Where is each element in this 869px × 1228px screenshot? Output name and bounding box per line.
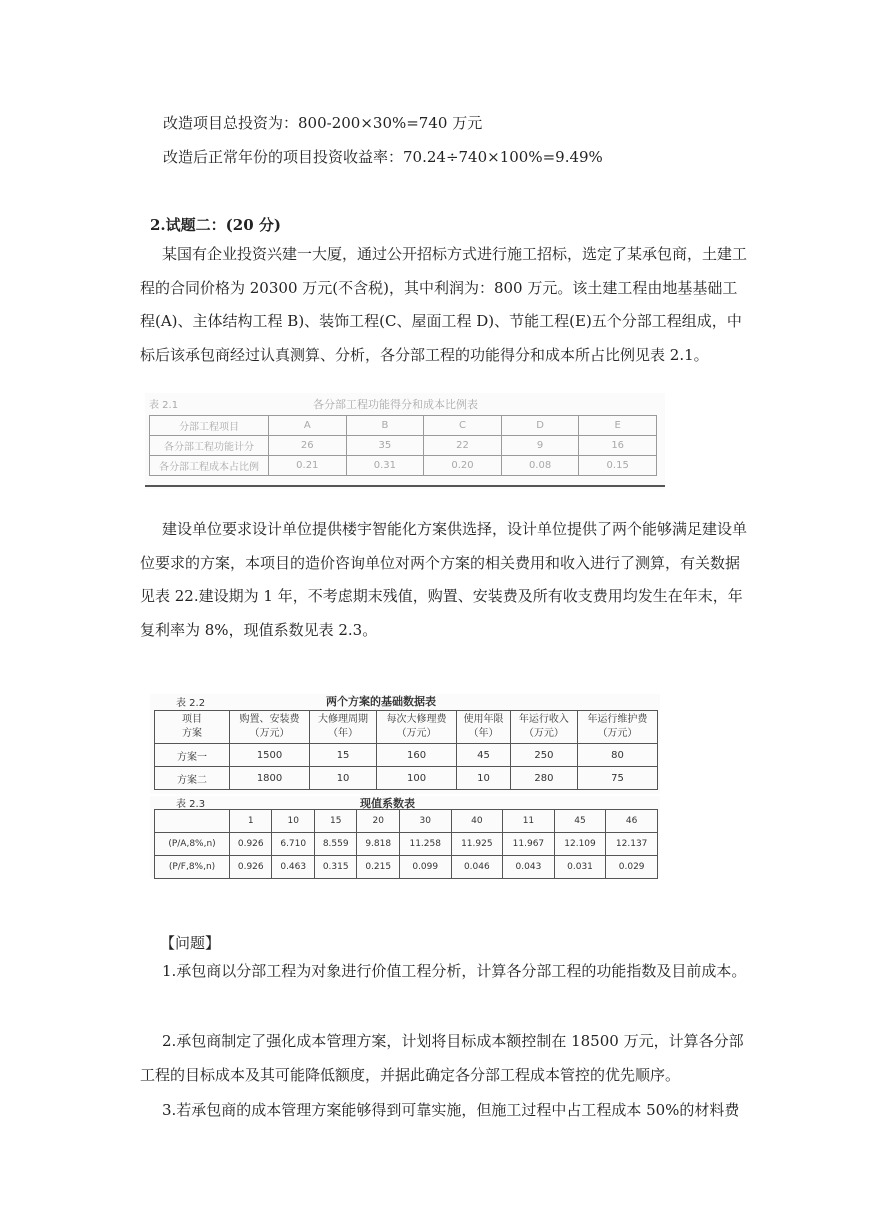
table-cell: 100 <box>377 767 457 790</box>
table-cell: 0.08 <box>501 456 579 476</box>
header-bottom: （万元） <box>597 728 638 739</box>
return-rate-line: 改造后正常年份的项目投资收益率：70.24÷740×100%=9.49% <box>163 148 603 166</box>
table-cell: 11 <box>503 810 555 833</box>
table-2-3 <box>150 796 660 878</box>
table-2-2-grid <box>154 710 658 790</box>
table-cell: 9.818 <box>357 833 399 856</box>
table-cell: 10 <box>310 767 377 790</box>
header-bottom: （万元） <box>523 728 564 739</box>
table-cell: E <box>579 416 657 436</box>
table-2-1-grid <box>149 415 657 476</box>
table-cell: 方案一 <box>155 744 230 767</box>
header-bottom: （年） <box>328 728 359 739</box>
table-cell: 0.463 <box>272 856 314 879</box>
table-header-cell <box>377 711 457 744</box>
table-cell: 15 <box>314 810 356 833</box>
table-cell: 160 <box>377 744 457 767</box>
table-cell: 8.559 <box>314 833 356 856</box>
table-cell: 0.926 <box>230 833 272 856</box>
table-cell: 0.029 <box>606 856 658 879</box>
table-row <box>155 711 658 744</box>
header-top: 每次大修理费 <box>386 714 447 725</box>
table-cell: 12.137 <box>606 833 658 856</box>
table-cell: 0.099 <box>399 856 451 879</box>
table-2-3-grid <box>154 809 658 879</box>
table-cell: 30 <box>399 810 451 833</box>
table-cell <box>155 810 230 833</box>
table-cell: 各分部工程功能计分 <box>150 436 269 456</box>
table-cell: 280 <box>510 767 577 790</box>
table-cell: 46 <box>606 810 658 833</box>
table-cell: A <box>269 416 347 436</box>
table-row <box>155 744 658 767</box>
table-cell: B <box>346 416 424 436</box>
table-cell: 11.925 <box>451 833 503 856</box>
table-2-1 <box>145 393 665 489</box>
table-cell: 0.215 <box>357 856 399 879</box>
table-row <box>150 436 657 456</box>
table-cell: 6.710 <box>272 833 314 856</box>
table-2-1-rule <box>145 485 665 487</box>
question-2: 2.承包商制定了强化成本管理方案，计划将目标成本额控制在 18500 万元，计算各分部工程的目标成本及其可能降低额度，并据此确定各分部工程成本管控的优先顺序。 <box>140 1032 744 1084</box>
table-cell: (P/F,8%,n) <box>155 856 230 879</box>
header-top: 购置、安装费 <box>239 714 300 725</box>
table-cell: 250 <box>510 744 577 767</box>
table-row <box>150 456 657 476</box>
table-header-cell <box>230 711 310 744</box>
table-cell: 45 <box>457 744 511 767</box>
table-2-1-caption: 各分部工程功能得分和成本比例表 <box>313 398 478 411</box>
table-row <box>150 416 657 436</box>
table-cell: 9 <box>501 436 579 456</box>
header-top: 使用年限 <box>463 714 504 725</box>
header-top: 项目 <box>182 714 202 725</box>
table-cell: 0.315 <box>314 856 356 879</box>
table-header-cell <box>510 711 577 744</box>
table-cell: 1500 <box>230 744 310 767</box>
table-cell: 0.046 <box>451 856 503 879</box>
table-cell: 10 <box>457 767 511 790</box>
table-header-cell <box>155 711 230 744</box>
table-cell: 22 <box>424 436 502 456</box>
problem-paragraph-2: 建设单位要求设计单位提供楼宇智能化方案供选择，设计单位提供了两个能够满足建设单位要求的方案，本项目的造价咨询单位对两个方案的相关费用和收入进行了测算，有关数据见表 22.建设期为 1 年，不考虑期末残值，购置、安装费及所有收支费用均发生在年末，年复利率为 8%，现值系数见表 2.3。 <box>140 520 748 639</box>
table-row <box>155 810 658 833</box>
question-heading: 【问题】 <box>160 934 221 952</box>
table-2-1-number: 表 2.1 <box>149 400 179 411</box>
table-cell: 0.15 <box>579 456 657 476</box>
table-cell: 75 <box>577 767 657 790</box>
table-row <box>155 856 658 879</box>
table-cell: 40 <box>451 810 503 833</box>
table-cell: 1800 <box>230 767 310 790</box>
header-top: 年运行维护费 <box>587 714 648 725</box>
total-investment-line: 改造项目总投资为：800-200×30%=740 万元 <box>163 114 483 132</box>
header-bottom: （万元） <box>396 728 437 739</box>
table-cell: 45 <box>554 810 606 833</box>
header-bottom: （年） <box>468 728 499 739</box>
table-cell: (P/A,8%,n) <box>155 833 230 856</box>
table-cell: 0.20 <box>424 456 502 476</box>
table-2-2 <box>150 694 660 794</box>
table-2-3-caption: 现值系数表 <box>360 797 415 810</box>
table-cell: 16 <box>579 436 657 456</box>
problem-paragraph-1: 某国有企业投资兴建一大厦，通过公开招标方式进行施工招标，选定了某承包商，土建工程的合同价格为 20300 万元(不含税)，其中利润为：800 万元。该土建工程由地基基础工程(A)、主体结构工程 B)、装饰工程(C、屋面工程 D)、节能工程(E)五个分部工程组成，中标后该承包商经过认真测算、分析，各分部工程的功能得分和成本所占比例见表 2.1。 <box>140 245 748 364</box>
table-cell: 0.043 <box>503 856 555 879</box>
table-row <box>155 833 658 856</box>
question-3: 3.若承包商的成本管理方案能够得到可靠实施，但施工过程中占工程成本 50%的材料费 <box>162 1101 740 1119</box>
header-bottom: 方案 <box>182 728 202 739</box>
header-bottom: （万元） <box>249 728 290 739</box>
table-2-2-caption: 两个方案的基础数据表 <box>326 695 436 708</box>
table-cell: 10 <box>272 810 314 833</box>
table-cell: 0.926 <box>230 856 272 879</box>
header-top: 年运行收入 <box>518 714 569 725</box>
table-cell: 0.031 <box>554 856 606 879</box>
table-header-cell <box>310 711 377 744</box>
header-top: 大修理周期 <box>318 714 369 725</box>
table-cell: C <box>424 416 502 436</box>
table-header-cell <box>457 711 511 744</box>
table-row <box>155 767 658 790</box>
table-cell: 11.967 <box>503 833 555 856</box>
section-title: 2.试题二：(20 分) <box>150 216 281 234</box>
table-cell: 0.21 <box>269 456 347 476</box>
table-cell: 20 <box>357 810 399 833</box>
table-cell: 35 <box>346 436 424 456</box>
table-2-2-number: 表 2.2 <box>176 698 206 709</box>
table-header-cell <box>577 711 657 744</box>
table-cell: 分部工程项目 <box>150 416 269 436</box>
table-cell: 方案二 <box>155 767 230 790</box>
table-cell: 0.31 <box>346 456 424 476</box>
table-cell: 80 <box>577 744 657 767</box>
table-cell: D <box>501 416 579 436</box>
table-cell: 11.258 <box>399 833 451 856</box>
table-cell: 15 <box>310 744 377 767</box>
table-cell: 26 <box>269 436 347 456</box>
table-cell: 各分部工程成本占比例 <box>150 456 269 476</box>
table-cell: 1 <box>230 810 272 833</box>
question-1: 1.承包商以分部工程为对象进行价值工程分析，计算各分部工程的功能指数及目前成本。 <box>162 962 747 980</box>
table-2-3-number: 表 2.3 <box>176 799 206 810</box>
table-cell: 12.109 <box>554 833 606 856</box>
